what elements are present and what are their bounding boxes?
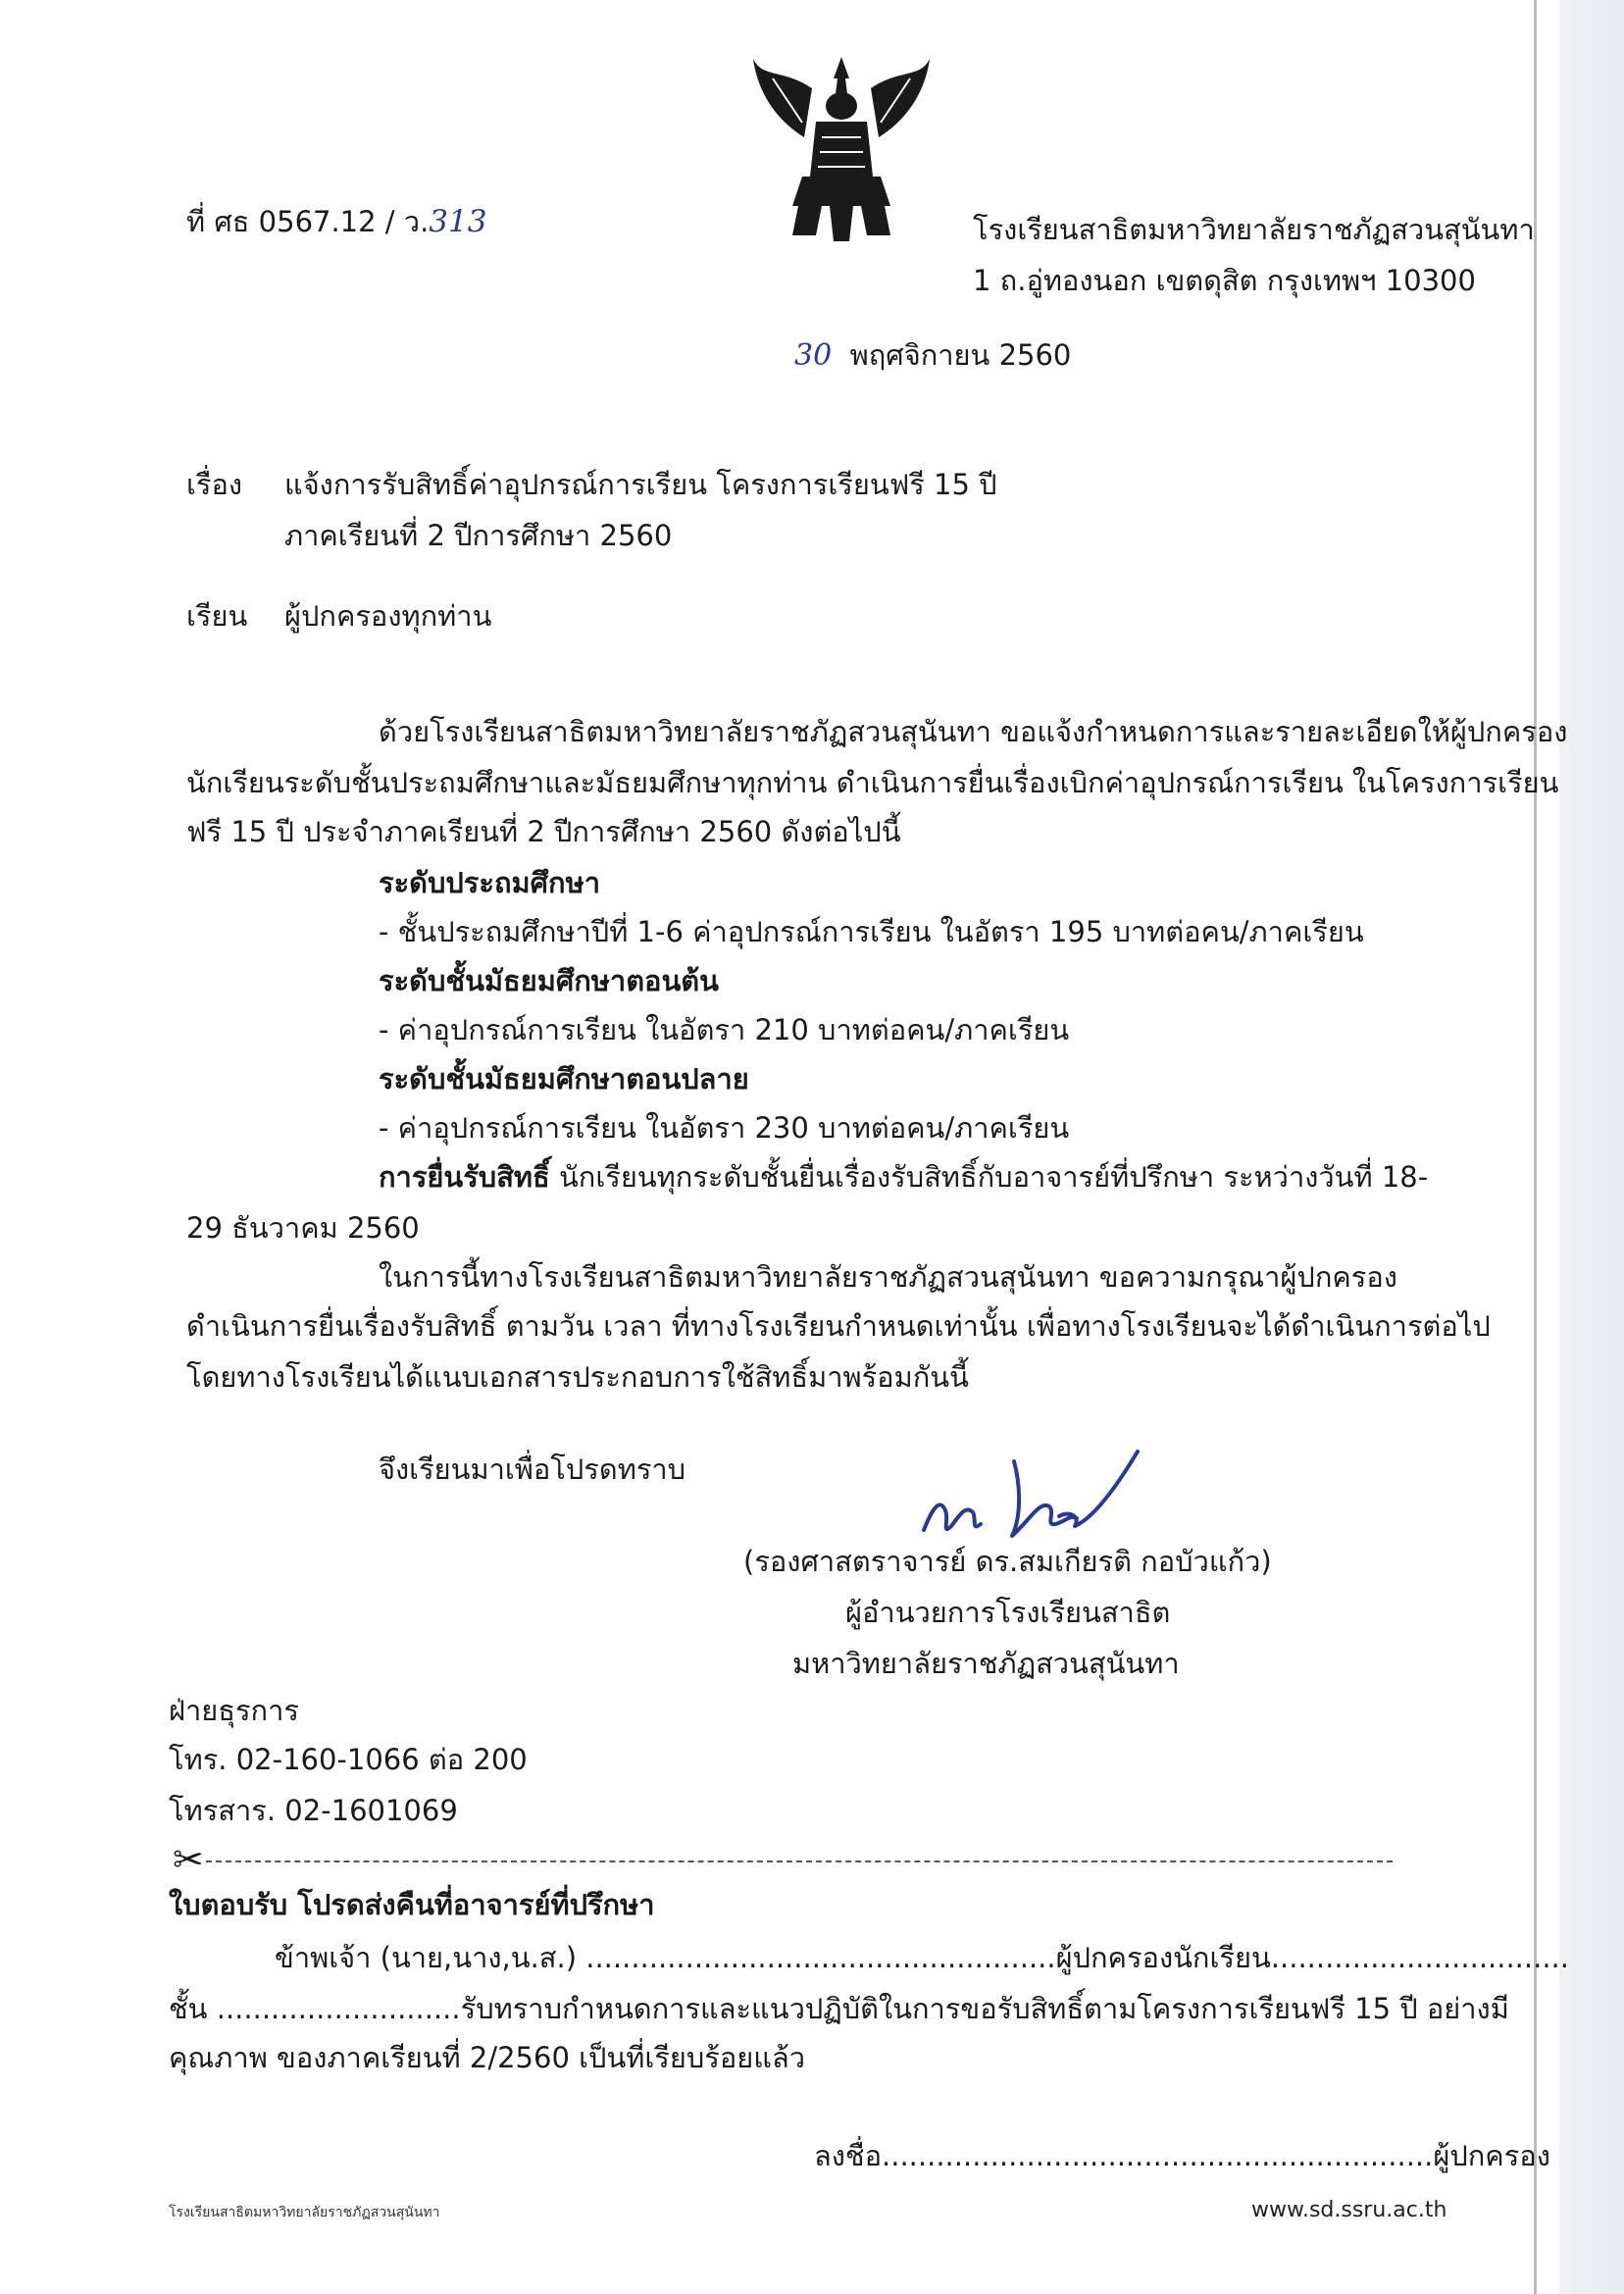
subject-label: เรื่อง xyxy=(186,468,243,501)
claim-line xyxy=(379,1157,1428,1197)
doc-number-handwritten: 313 xyxy=(429,204,487,239)
signatory-name: (รองศาสตราจารย์ ดร.สมเกียรติ กอบัวแก้ว) xyxy=(743,1545,1272,1578)
para2-line-2: ดำเนินการยื่นเรื่องรับสิทธิ์ ตามวัน เวลา ที่ทางโรงเรียนกำหนดเท่านั้น เพื่อทางโรงเรียนจะได้ดำเนินการต่อไป xyxy=(186,1309,1491,1343)
intro-line-3: ฟรี 15 ปี ประจำภาคเรียนที่ 2 ปีการศึกษา 2560 ดังต่อไปนี้ xyxy=(186,815,901,848)
date-month-year: พฤศจิกายน 2560 xyxy=(849,338,1072,372)
reply-slip-line-3: คุณภาพ ของภาคเรียนที่ 2/2560 เป็นที่เรียบร้อยแล้ว xyxy=(169,2041,806,2074)
level-upper-secondary-heading: ระดับชั้นมัธยมศึกษาตอนปลาย xyxy=(379,1062,749,1096)
claim-label: การยื่นรับสิทธิ์ xyxy=(379,1160,550,1194)
claim-dates: 29 ธันวาคม 2560 xyxy=(186,1211,420,1245)
letter-date xyxy=(794,335,1071,376)
reply-slip-title: ใบตอบรับ โปรดส่งคืนที่อาจารย์ที่ปรึกษา xyxy=(169,1888,655,1921)
garuda-emblem-icon xyxy=(743,49,939,245)
recipient-label: เรียน xyxy=(186,599,248,633)
level-primary-item: - ชั้นประถมศึกษาปีที่ 1-6 ค่าอุปกรณ์การเรียน ในอัตรา 195 บาทต่อคน/ภาคเรียน xyxy=(379,915,1364,948)
closing-line: จึงเรียนมาเพื่อโปรดทราบ xyxy=(379,1453,686,1486)
cut-line xyxy=(206,1861,1393,1862)
level-lower-secondary-heading: ระดับชั้นมัธยมศึกษาตอนต้น xyxy=(379,964,719,997)
level-lower-secondary-item: - ค่าอุปกรณ์การเรียน ในอัตรา 210 บาทต่อคน/ภาคเรียน xyxy=(379,1013,1070,1046)
para2-line-1: ในการนี้ทางโรงเรียนสาธิตมหาวิทยาลัยราชภัฏสวนสุนันทา ขอความกรุณาผู้ปกครอง xyxy=(379,1260,1397,1294)
scissors-icon: ✂ xyxy=(173,1838,204,1881)
contact-fax: โทรสาร. 02-1601069 xyxy=(169,1794,458,1827)
school-name: โรงเรียนสาธิตมหาวิทยาลัยราชภัฏสวนสุนันทา xyxy=(973,213,1535,246)
subject-line-1: แจ้งการรับสิทธิ์ค่าอุปกรณ์การเรียน โครงการเรียนฟรี 15 ปี xyxy=(284,468,997,501)
para2-line-3: โดยทางโรงเรียนได้แนบเอกสารประกอบการใช้สิทธิ์มาพร้อมกันนี้ xyxy=(186,1360,969,1394)
footer-school: โรงเรียนสาธิตมหาวิทยาลัยราชภัฏสวนสุนันทา xyxy=(169,2205,440,2220)
level-primary-heading: ระดับประถมศึกษา xyxy=(379,866,600,899)
reply-slip-sign-line: ลงชื่อ.............................................................ผู้ปกครอง xyxy=(814,2139,1550,2172)
contact-department: ฝ่ายธุรการ xyxy=(169,1694,299,1727)
school-address: 1 ถ.อู่ทองนอก เขตดุสิต กรุงเทพฯ 10300 xyxy=(973,264,1476,297)
reply-slip-line-1: ข้าพเจ้า (นาย,นาง,น.ส.) ....................................................ผู้ปกครองนักเรียน................................. xyxy=(275,1941,1569,1974)
signatory-title-2: มหาวิทยาลัยราชภัฏสวนสุนันทา xyxy=(792,1647,1180,1680)
intro-line-1: ด้วยโรงเรียนสาธิตมหาวิทยาลัยราชภัฏสวนสุนันทา ขอแจ้งกำหนดการและรายละเอียดให้ผู้ปกครอง xyxy=(379,715,1568,748)
intro-line-2: นักเรียนระดับชั้นประถมศึกษาและมัธยมศึกษาทุกท่าน ดำเนินการยื่นเรื่องเบิกค่าอุปกรณ์การเรียน ในโครงการเรียน xyxy=(186,766,1559,799)
claim-text: นักเรียนทุกระดับชั้นยื่นเรื่องรับสิทธิ์กับอาจารย์ที่ปรึกษา ระหว่างวันที่ 18- xyxy=(549,1160,1429,1194)
recipient-value: ผู้ปกครองทุกท่าน xyxy=(284,599,492,633)
signatory-title-1: ผู้อำนวยการโรงเรียนสาธิต xyxy=(845,1596,1171,1629)
subject-line-2: ภาคเรียนที่ 2 ปีการศึกษา 2560 xyxy=(284,519,673,552)
doc-number xyxy=(186,202,486,241)
date-day-handwritten: 30 xyxy=(794,338,833,373)
level-upper-secondary-item: - ค่าอุปกรณ์การเรียน ในอัตรา 230 บาทต่อคน/ภาคเรียน xyxy=(379,1111,1070,1145)
contact-phone: โทร. 02-160-1066 ต่อ 200 xyxy=(169,1743,528,1776)
footer-website: www.sd.ssru.ac.th xyxy=(1251,2198,1447,2222)
reply-slip-line-2: ชั้น ...........................รับทราบกำหนดการและแนวปฏิบัติในการขอรับสิทธิ์ตามโครงการเรียนฟรี 15 ปี อย่างมี xyxy=(169,1992,1509,2025)
doc-number-label: ที่ ศธ 0567.12 / ว. xyxy=(186,205,430,238)
